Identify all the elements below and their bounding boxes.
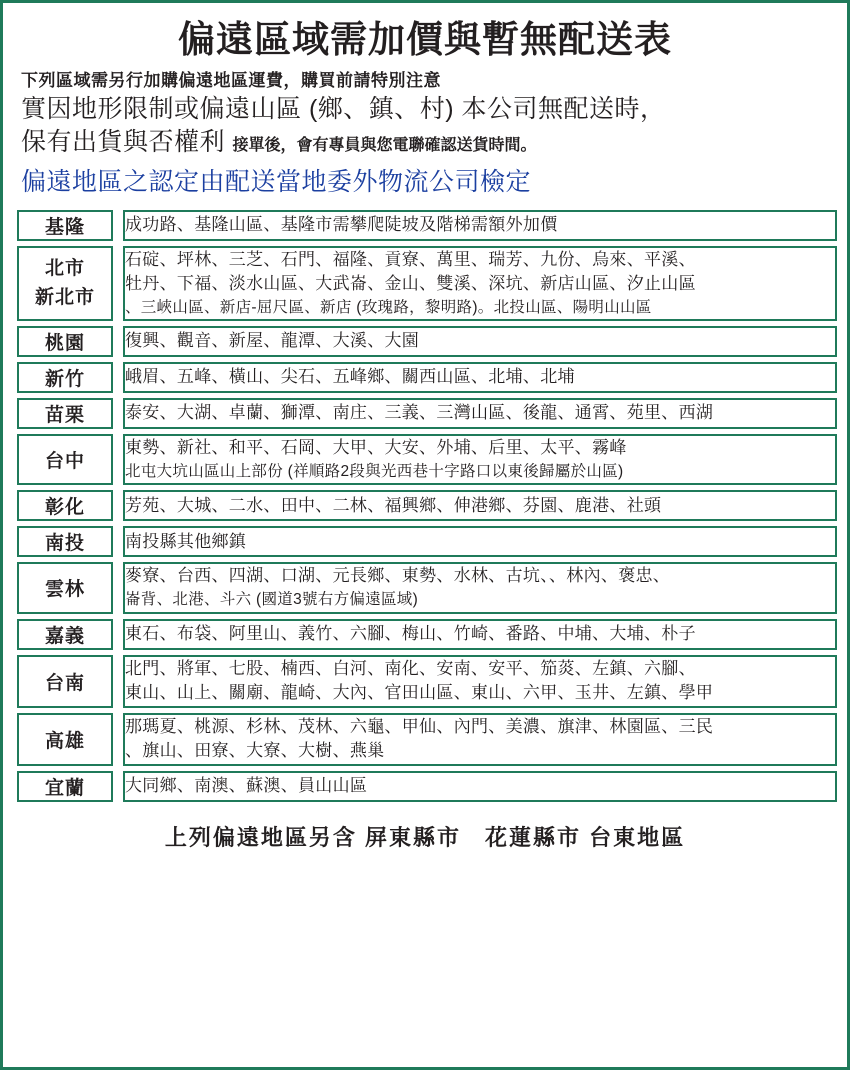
table-row	[17, 655, 837, 708]
detail-line: 峨眉、五峰、橫山、尖石、五峰鄉、關西山區、北埔、北埔	[125, 367, 575, 387]
detail-line: 泰安、大湖、卓蘭、獅潭、南庄、三義、三灣山區、後龍、通霄、苑里、西湖	[125, 403, 714, 423]
table-row	[17, 619, 837, 650]
note-line-2-small: 接單後，會有專員與您電聯確認送貨時間。	[232, 136, 537, 154]
table-row	[17, 526, 837, 557]
detail-line: 北門、將軍、七股、楠西、白河、南化、安南、安平、笳菼、左鎮、六腳、	[125, 658, 696, 678]
table-row	[17, 713, 837, 766]
detail-line: 南投縣其他鄉鎮	[125, 531, 247, 551]
region-label: 台南	[17, 655, 113, 708]
region-label: 嘉義	[17, 619, 113, 650]
region-label: 宜蘭	[17, 771, 113, 802]
region-label: 基隆	[17, 210, 113, 241]
detail-line: 崙背、北港、斗六 (國道3號右方偏遠區域)	[125, 591, 419, 609]
detail-line: 、旗山、田寮、大寮、大樹、燕巢	[125, 741, 385, 761]
spacer	[113, 713, 123, 766]
region-label: 台中	[17, 434, 113, 485]
footer-note: 上列偏遠地區另含 屏東縣市 花蓮縣市 台東地區	[164, 825, 686, 851]
table-row	[17, 771, 837, 802]
region-label: 桃園	[17, 326, 113, 357]
detail-line: 東勢、新社、和平、石岡、大甲、大安、外埔、后里、太平、霧峰	[125, 438, 627, 458]
region-detail	[123, 526, 837, 557]
region-detail	[123, 210, 837, 241]
spacer	[113, 398, 123, 429]
zones-table	[17, 205, 837, 808]
table-row	[17, 490, 837, 521]
spacer	[113, 246, 123, 322]
detail-line: 芳苑、大城、二水、田中、二林、福興鄉、伸港鄉、芬園、鹿港、社頭	[125, 495, 662, 515]
table-row	[17, 562, 837, 613]
table-row	[17, 398, 837, 429]
spacer	[113, 210, 123, 241]
spacer	[113, 434, 123, 485]
region-detail	[123, 655, 837, 708]
region-detail	[123, 398, 837, 429]
region-detail	[123, 326, 837, 357]
region-detail	[123, 619, 837, 650]
spacer	[113, 326, 123, 357]
page-title: 偏遠區域需加價與暫無配送表	[178, 19, 672, 60]
table-row	[17, 210, 837, 241]
table-row	[17, 326, 837, 357]
region-label	[17, 246, 113, 322]
spacer	[113, 771, 123, 802]
region-detail	[123, 490, 837, 521]
certification-note: 偏遠地區之認定由配送當地委外物流公司檢定	[21, 167, 532, 196]
detail-line: 石碇、坪林、三芝、石門、福隆、貢寮、萬里、瑞芳、九份、烏來、平溪、	[125, 249, 696, 269]
region-label: 雲林	[17, 562, 113, 613]
detail-line: 那瑪夏、桃源、杉林、茂林、六龜、甲仙、內門、美濃、旗津、林園區、三民	[125, 716, 714, 736]
detail-line: 麥寮、台西、四湖、口湖、元長鄉、東勢、水林、古坑、、林內、褒忠、	[125, 566, 671, 586]
region-detail	[123, 434, 837, 485]
region-detail	[123, 362, 837, 393]
table-row	[17, 246, 837, 322]
table-row	[17, 434, 837, 485]
detail-line: 東石、布袋、阿里山、義竹、六腳、梅山、竹崎、番路、中埔、大埔、朴子	[125, 623, 696, 643]
region-label: 新竹	[17, 362, 113, 393]
region-detail	[123, 713, 837, 766]
region-label: 彰化	[17, 490, 113, 521]
region-detail	[123, 246, 837, 322]
region-detail	[123, 771, 837, 802]
detail-line: 東山、山上、關廟、龍崎、大內、官田山區、東山、六甲、玉井、左鎮、學甲	[125, 683, 714, 703]
spacer	[113, 362, 123, 393]
page-subtitle: 下列區域需另行加購偏遠地區運費，購買前請特別注意	[21, 70, 441, 90]
detail-line: 成功路、基隆山區、基隆市需攀爬陡坡及階梯需額外加價	[125, 214, 558, 234]
spacer	[113, 562, 123, 613]
note-line-2-main: 保有出貨與否權利	[21, 127, 226, 156]
spacer	[113, 655, 123, 708]
spacer	[113, 619, 123, 650]
spacer	[113, 490, 123, 521]
region-label-line2: 新北市	[34, 287, 95, 309]
detail-line: 復興、觀音、新屋、龍潭、大溪、大園	[125, 331, 420, 351]
spacer	[113, 526, 123, 557]
note-line-2	[21, 126, 833, 159]
region-label: 苗栗	[17, 398, 113, 429]
region-label: 高雄	[17, 713, 113, 766]
table-row	[17, 362, 837, 393]
region-detail	[123, 562, 837, 613]
detail-line: 、三峽山區、新店-屈尺區、新店 (玫瑰路，黎明路)。北投山區、陽明山山區	[125, 298, 652, 316]
detail-line: 大同鄉、南澳、蘇澳、員山山區	[125, 776, 368, 796]
region-label-line1: 北市	[44, 257, 85, 279]
note-line-1: 實因地形限制或偏遠山區 (鄉、鎮、村) 本公司無配送時，	[21, 94, 666, 123]
region-label: 南投	[17, 526, 113, 557]
detail-line: 北屯大坑山區山上部份 (祥順路2段與光西巷十字路口以東後歸屬於山區)	[125, 462, 624, 480]
detail-line: 牡丹、下福、淡水山區、大武崙、金山、雙溪、深坑、新店山區、汐止山區	[125, 274, 696, 294]
